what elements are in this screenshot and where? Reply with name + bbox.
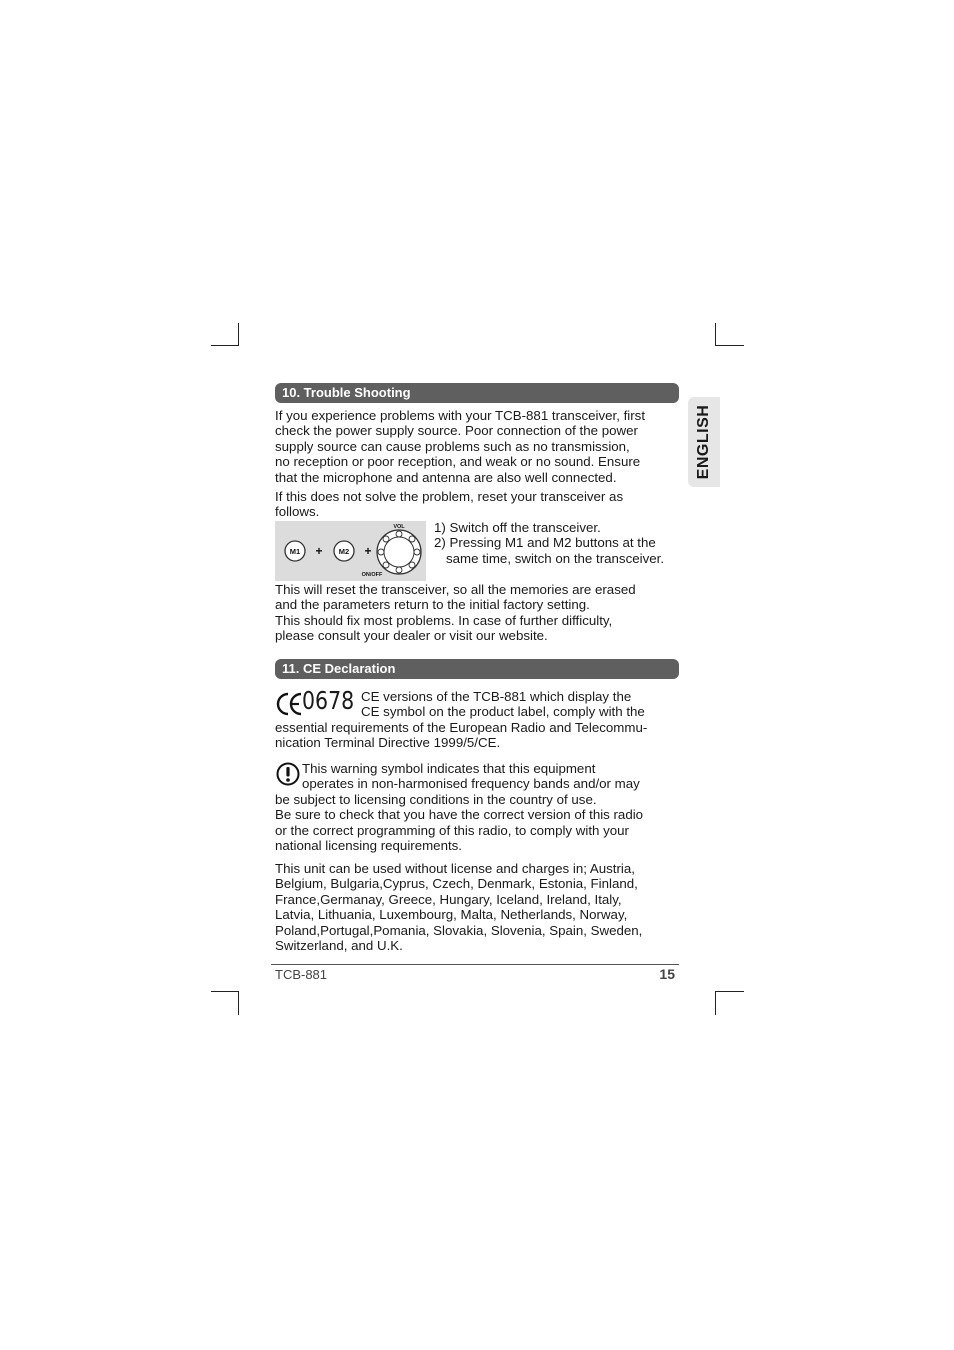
footer-model-name: TCB-881 xyxy=(275,967,328,982)
section-header-ce-declaration: 11. CE Declaration xyxy=(275,659,679,679)
crop-mark-top-left-horizontal xyxy=(211,345,239,346)
section-header-trouble-shooting: 10. Trouble Shooting xyxy=(275,383,679,403)
on-off-label: ON/OFF xyxy=(361,572,383,578)
language-tab xyxy=(688,397,720,487)
language-tab-label: ENGLISH xyxy=(695,404,712,480)
notified-body-number: 0678 xyxy=(302,686,355,715)
countries-text: This unit can be used without license and charges in; Austria, Belgium, Bulgaria,Cyprus, Czech, Denmark, Estonia, Finland, France,Germanay, Greece, Hungary, Iceland, Ireland, Italy, Latvia, Lithuania, Luxembourg, Malta, Netherlands, Norway, Poland,Portugal,Pomania, Slovakia, Slovenia, Spain, Sweden, Switzerland, and U.K. xyxy=(275,861,643,954)
reset-buttons-illustration xyxy=(275,521,426,581)
radio-buttons-diagram xyxy=(275,521,426,581)
volume-knob-icon xyxy=(377,530,421,574)
footer-divider xyxy=(271,964,679,965)
plus-sign-2: + xyxy=(364,544,372,558)
crop-mark-bottom-right-vertical xyxy=(715,991,716,1015)
crop-mark-bottom-right-horizontal xyxy=(715,991,744,992)
reset-instruction-intro: If this does not solve the problem, reset your transceiver as follows. xyxy=(275,489,624,520)
crop-mark-top-right-horizontal xyxy=(715,345,744,346)
reset-result-text: This will reset the transceiver, so all the memories are erased and the parameters return to the initial factory setting. This should fix most problems. In case of further difficulty, please consult your dealer or visit our website. xyxy=(275,582,636,644)
crop-mark-top-right-vertical xyxy=(715,323,716,345)
warning-text: This warning symbol indicates that this equipment operates in non-harmonised frequency bands and/or may be subject to licensing conditions in the country of use. Be sure to check that you have the correct version of this radio or the correct programming of this radio, to comply with your national licensing requirements. xyxy=(275,761,644,854)
crop-mark-top-left-vertical xyxy=(238,323,239,345)
reset-steps-list xyxy=(434,520,664,566)
plus-sign-1: + xyxy=(315,544,323,558)
vol-label: VOL xyxy=(393,524,405,530)
reset-step-2-continued: same time, switch on the transceiver. xyxy=(446,550,665,566)
page-number: 15 xyxy=(659,966,675,982)
reset-step-1: 1) Switch off the transceiver. xyxy=(434,520,601,535)
trouble-shooting-intro: If you experience problems with your TCB-881 transceiver, first check the power supply source. Poor connection of the power supply source can cause problems such as no transmission, no reception or poor reception, and weak or no sound. Ensure that the microphone and antenna are also well connected. xyxy=(275,408,646,485)
crop-mark-bottom-left-vertical xyxy=(238,991,239,1015)
reset-step-2: 2) Pressing M1 and M2 buttons at the xyxy=(434,535,656,551)
ce-declaration-text: CE versions of the TCB-881 which display the CE symbol on the product label, comply with the essential requirements of the European Radio and Telecommu- nication Terminal Directive 1999/5/CE. xyxy=(275,689,648,751)
m2-label: M2 xyxy=(338,547,350,556)
crop-mark-bottom-left-horizontal xyxy=(211,991,239,992)
m1-label: M1 xyxy=(289,547,301,556)
